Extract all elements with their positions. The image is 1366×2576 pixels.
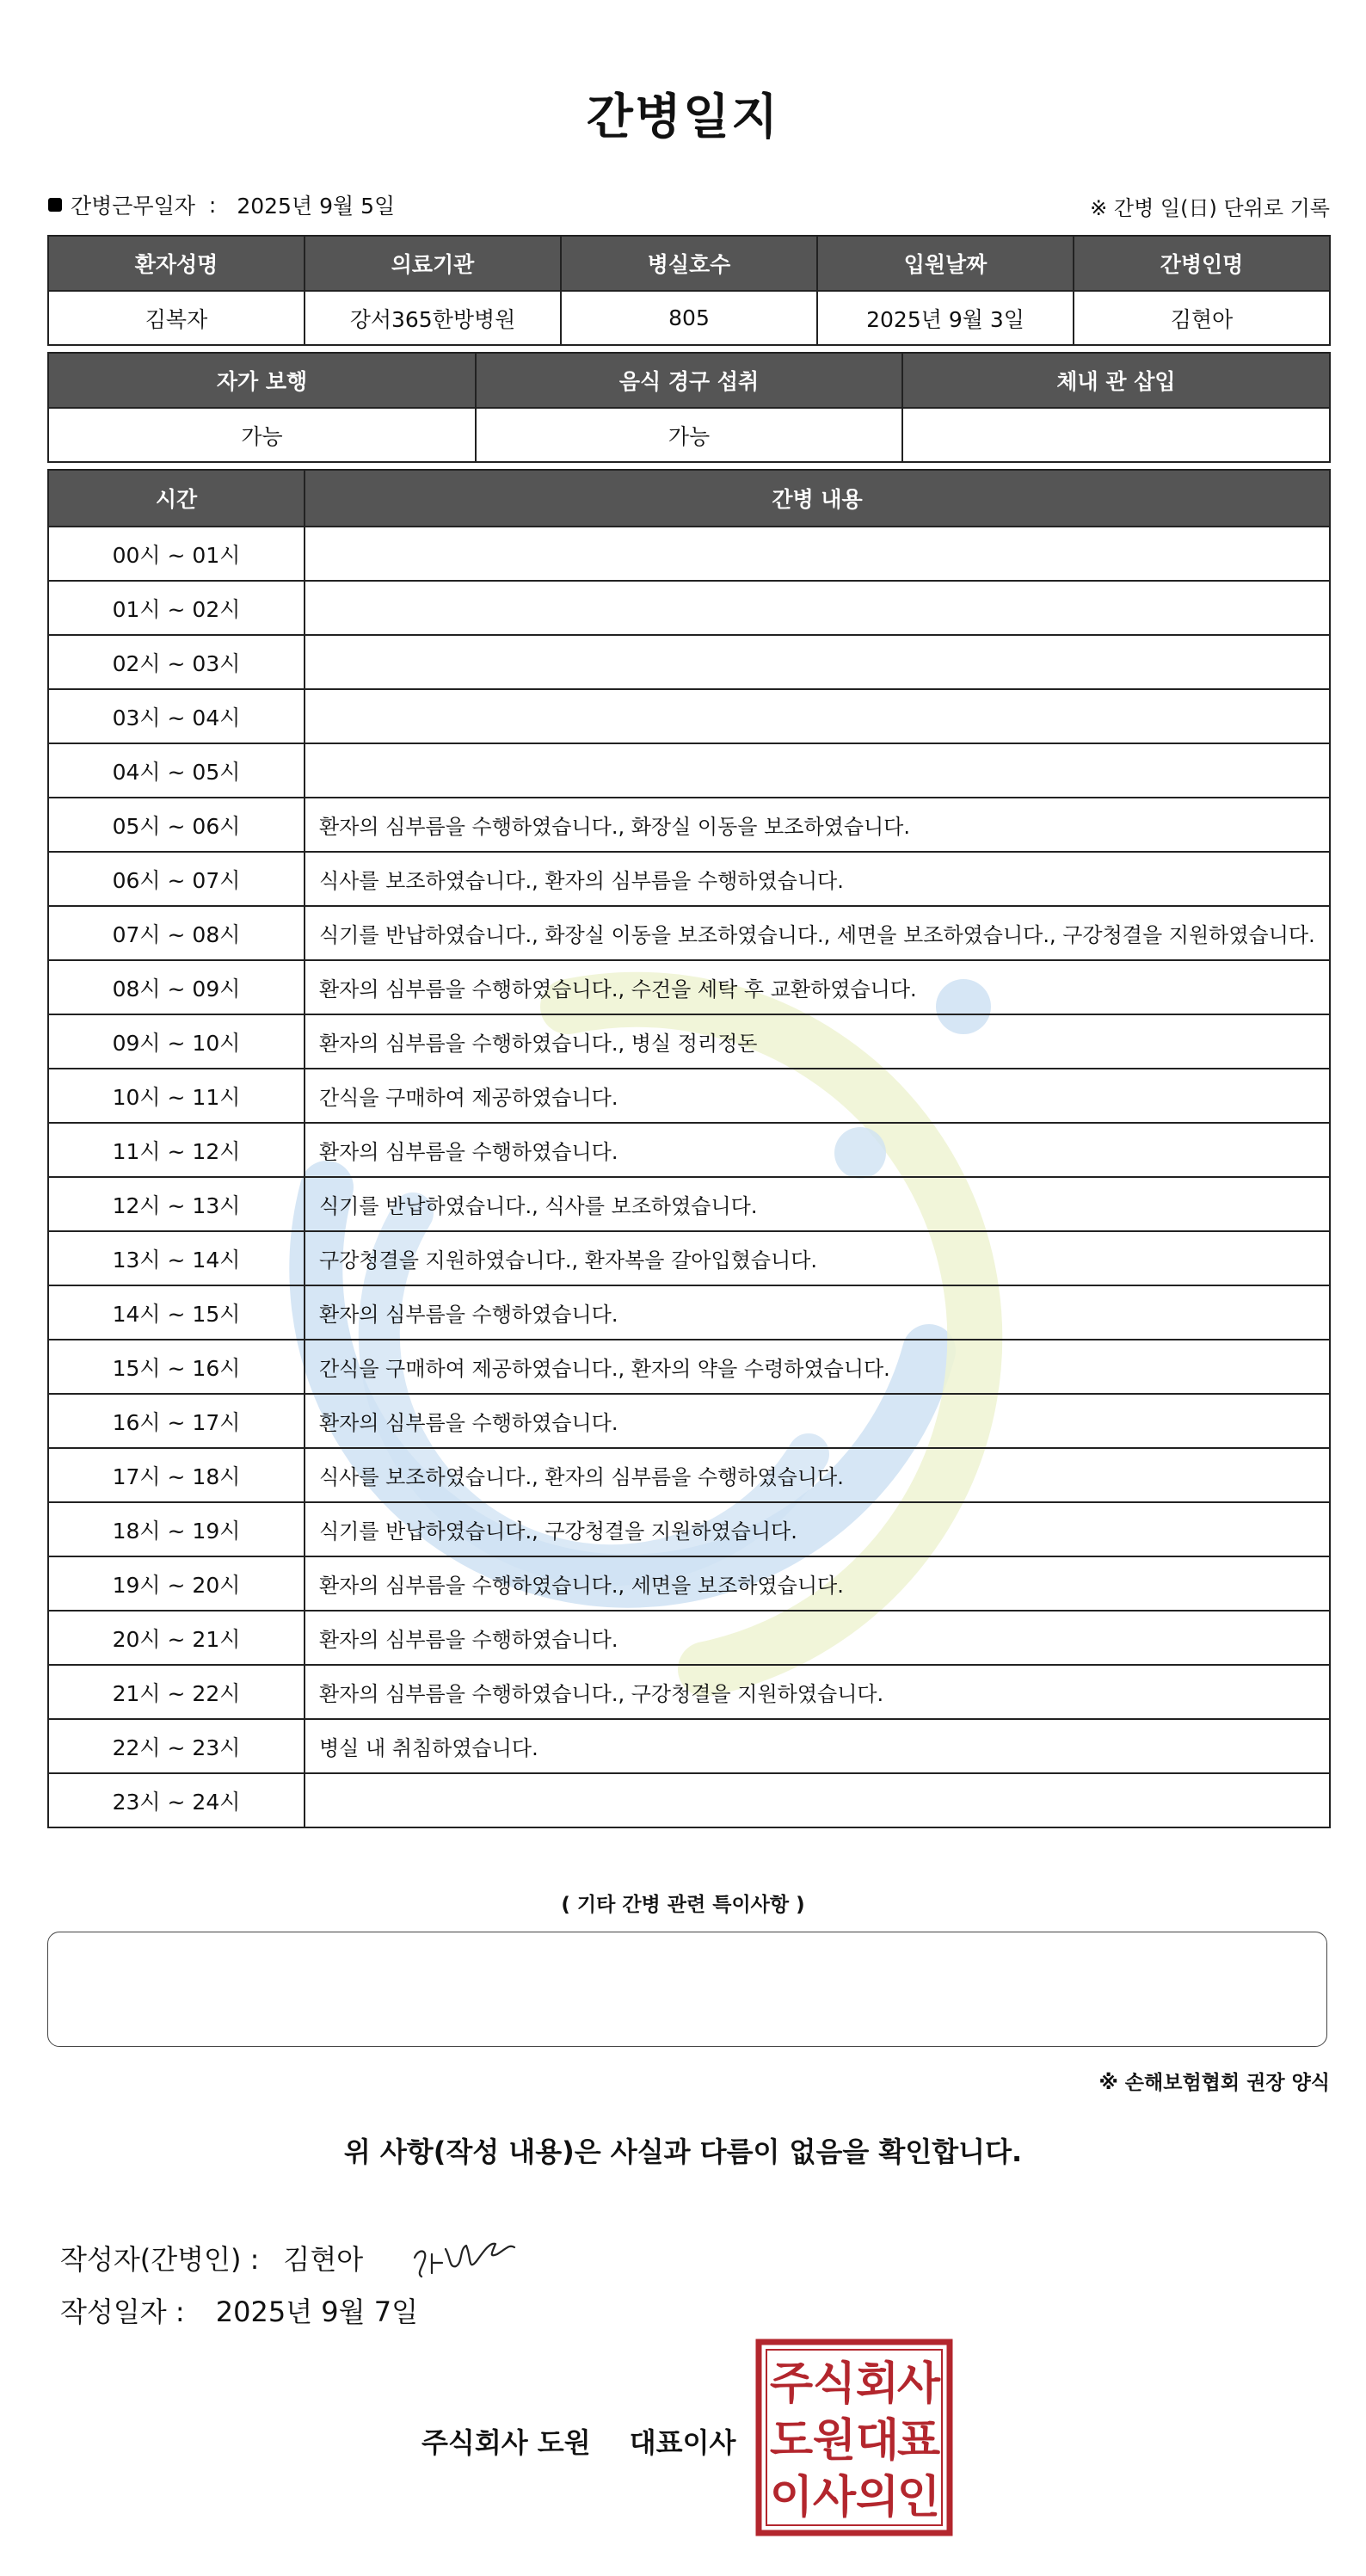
log-header-time: 시간 xyxy=(48,470,305,527)
special-notes-box xyxy=(47,1932,1327,2047)
svg-text:도: 도 xyxy=(769,2415,814,2467)
info-room: 805 xyxy=(561,291,817,345)
log-content: 식기를 반납하였습니다., 구강청결을 지원하였습니다. xyxy=(305,1502,1330,1556)
work-date-separator: : xyxy=(208,192,217,218)
log-time: 11시 ~ 12시 xyxy=(48,1123,305,1177)
table-row xyxy=(48,689,1330,743)
log-time: 14시 ~ 15시 xyxy=(48,1285,305,1340)
log-time: 04시 ~ 05시 xyxy=(48,743,305,798)
log-time: 19시 ~ 20시 xyxy=(48,1556,305,1611)
patient-status-table xyxy=(47,352,1331,463)
info-header-hospital: 의료기관 xyxy=(305,236,561,291)
log-time: 20시 ~ 21시 xyxy=(48,1611,305,1665)
svg-text:사: 사 xyxy=(812,2472,857,2524)
log-content: 간식을 구매하여 제공하였습니다. xyxy=(305,1069,1330,1123)
handwritten-signature xyxy=(406,2223,526,2292)
table-row xyxy=(48,1719,1330,1773)
info-patient-name: 김복자 xyxy=(48,291,305,345)
writer-row xyxy=(60,2223,526,2292)
status-value-row xyxy=(48,408,1330,462)
status-header-row xyxy=(48,353,1330,408)
log-content: 환자의 심부름을 수행하였습니다. xyxy=(305,1611,1330,1665)
svg-text:이: 이 xyxy=(769,2472,814,2524)
log-time: 10시 ~ 11시 xyxy=(48,1069,305,1123)
table-row xyxy=(48,1773,1330,1827)
svg-text:원: 원 xyxy=(812,2415,857,2467)
status-header-oral-intake: 음식 경구 섭취 xyxy=(476,353,902,408)
ceo-title: 대표이사 xyxy=(629,2426,736,2459)
status-walking: 가능 xyxy=(48,408,476,462)
log-content: 환자의 심부름을 수행하였습니다., 세면을 보조하였습니다. xyxy=(305,1556,1330,1611)
table-row xyxy=(48,1502,1330,1556)
log-content: 환자의 심부름을 수행하였습니다., 수건을 세탁 후 교환하였습니다. xyxy=(305,960,1330,1014)
log-time: 13시 ~ 14시 xyxy=(48,1231,305,1285)
confirmation-statement: 위 사항(작성 내용)은 사실과 다름이 없음을 확인합니다. xyxy=(343,2135,1023,2168)
svg-text:대: 대 xyxy=(855,2415,900,2467)
writer-label: 작성자(간병인) : xyxy=(60,2243,260,2276)
log-time: 02시 ~ 03시 xyxy=(48,635,305,689)
written-date-label: 작성일자 : xyxy=(60,2296,185,2328)
svg-text:회: 회 xyxy=(855,2358,900,2410)
table-row xyxy=(48,1177,1330,1231)
log-content: 환자의 심부름을 수행하였습니다. xyxy=(305,1285,1330,1340)
table-row xyxy=(48,1340,1330,1394)
status-tube xyxy=(902,408,1330,462)
table-row xyxy=(48,635,1330,689)
company-signature-line xyxy=(421,2421,735,2461)
table-row xyxy=(48,1448,1330,1502)
table-row xyxy=(48,1123,1330,1177)
log-content: 환자의 심부름을 수행하였습니다., 구강청결을 지원하였습니다. xyxy=(305,1665,1330,1719)
svg-text:식: 식 xyxy=(812,2358,857,2410)
unit-note: ※ 간병 일(日) 단위로 기록 xyxy=(1090,196,1330,220)
table-row xyxy=(48,1665,1330,1719)
patient-info-table xyxy=(47,235,1331,346)
company-name: 주식회사 도원 xyxy=(421,2426,591,2459)
svg-text:의: 의 xyxy=(855,2472,900,2524)
table-row xyxy=(48,527,1330,581)
writer-name: 김현아 xyxy=(283,2243,364,2276)
company-seal-stamp xyxy=(755,2339,953,2536)
log-content xyxy=(305,1773,1330,1827)
written-date-row xyxy=(60,2290,418,2330)
log-content: 식기를 반납하였습니다., 식사를 보조하였습니다. xyxy=(305,1177,1330,1231)
info-header-admission-date: 입원날짜 xyxy=(817,236,1074,291)
table-row xyxy=(48,1231,1330,1285)
table-row xyxy=(48,1394,1330,1448)
log-time: 01시 ~ 02시 xyxy=(48,581,305,635)
page-title: 간병일지 xyxy=(586,89,780,145)
work-date-row xyxy=(48,189,395,220)
table-row xyxy=(48,581,1330,635)
info-header-patient-name: 환자성명 xyxy=(48,236,305,291)
log-time: 09시 ~ 10시 xyxy=(48,1014,305,1069)
log-content: 병실 내 취침하였습니다. xyxy=(305,1719,1330,1773)
table-row xyxy=(48,1069,1330,1123)
log-header-content: 간병 내용 xyxy=(305,470,1330,527)
status-header-walking: 자가 보행 xyxy=(48,353,476,408)
info-hospital: 강서365한방병원 xyxy=(305,291,561,345)
info-value-row xyxy=(48,291,1330,345)
table-row xyxy=(48,906,1330,960)
log-time: 21시 ~ 22시 xyxy=(48,1665,305,1719)
log-time: 06시 ~ 07시 xyxy=(48,852,305,906)
table-row xyxy=(48,852,1330,906)
table-row xyxy=(48,743,1330,798)
log-time: 23시 ~ 24시 xyxy=(48,1773,305,1827)
log-content: 식사를 보조하였습니다., 환자의 심부름을 수행하였습니다. xyxy=(305,1448,1330,1502)
written-date-value: 2025년 9월 7일 xyxy=(215,2296,419,2328)
svg-text:주: 주 xyxy=(769,2358,814,2410)
info-header-caregiver: 간병인명 xyxy=(1074,236,1330,291)
log-content: 환자의 심부름을 수행하였습니다. xyxy=(305,1123,1330,1177)
svg-text:인: 인 xyxy=(896,2472,941,2524)
info-caregiver: 김현아 xyxy=(1074,291,1330,345)
log-content: 환자의 심부름을 수행하였습니다., 병실 정리정돈 xyxy=(305,1014,1330,1069)
svg-text:표: 표 xyxy=(896,2415,941,2467)
care-log-table xyxy=(47,469,1331,1828)
log-content xyxy=(305,635,1330,689)
log-content: 식사를 보조하였습니다., 환자의 심부름을 수행하였습니다. xyxy=(305,852,1330,906)
log-content xyxy=(305,743,1330,798)
log-time: 00시 ~ 01시 xyxy=(48,527,305,581)
log-content: 환자의 심부름을 수행하였습니다., 화장실 이동을 보조하였습니다. xyxy=(305,798,1330,852)
info-admission-date: 2025년 9월 3일 xyxy=(817,291,1074,345)
log-content xyxy=(305,581,1330,635)
table-row xyxy=(48,798,1330,852)
log-time: 17시 ~ 18시 xyxy=(48,1448,305,1502)
special-notes-title: ( 기타 간병 관련 특이사항 ) xyxy=(561,1894,805,1916)
table-row xyxy=(48,1014,1330,1069)
log-content xyxy=(305,527,1330,581)
info-header-row xyxy=(48,236,1330,291)
log-time: 05시 ~ 06시 xyxy=(48,798,305,852)
svg-text:사: 사 xyxy=(896,2358,941,2410)
work-date-value: 2025년 9월 5일 xyxy=(237,194,396,219)
log-content: 구강청결을 지원하였습니다., 환자복을 갈아입혔습니다. xyxy=(305,1231,1330,1285)
log-time: 03시 ~ 04시 xyxy=(48,689,305,743)
log-header-row xyxy=(48,470,1330,527)
table-row xyxy=(48,1556,1330,1611)
log-content: 간식을 구매하여 제공하였습니다., 환자의 약을 수령하였습니다. xyxy=(305,1340,1330,1394)
status-header-tube: 체내 관 삽입 xyxy=(902,353,1330,408)
table-row xyxy=(48,1611,1330,1665)
info-header-room: 병실호수 xyxy=(561,236,817,291)
table-row xyxy=(48,960,1330,1014)
log-content: 식기를 반납하였습니다., 화장실 이동을 보조하였습니다., 세면을 보조하였습니다., 구강청결을 지원하였습니다. xyxy=(305,906,1330,960)
log-time: 08시 ~ 09시 xyxy=(48,960,305,1014)
log-content: 환자의 심부름을 수행하였습니다. xyxy=(305,1394,1330,1448)
log-time: 07시 ~ 08시 xyxy=(48,906,305,960)
recommended-form-note: ※ 손해보험협회 권장 양식 xyxy=(1098,2072,1330,2094)
status-oral-intake: 가능 xyxy=(476,408,902,462)
square-bullet-icon xyxy=(48,198,62,212)
log-time: 18시 ~ 19시 xyxy=(48,1502,305,1556)
log-time: 12시 ~ 13시 xyxy=(48,1177,305,1231)
table-row xyxy=(48,1285,1330,1340)
log-content xyxy=(305,689,1330,743)
log-time: 16시 ~ 17시 xyxy=(48,1394,305,1448)
work-date-label: 간병근무일자 xyxy=(71,194,195,219)
log-time: 22시 ~ 23시 xyxy=(48,1719,305,1773)
log-time: 15시 ~ 16시 xyxy=(48,1340,305,1394)
